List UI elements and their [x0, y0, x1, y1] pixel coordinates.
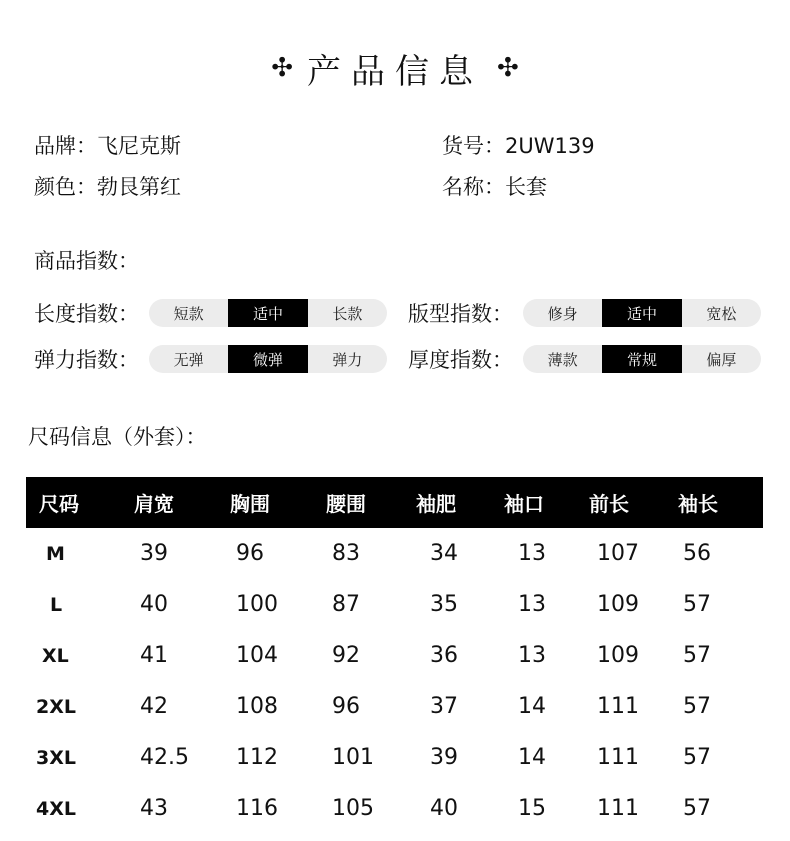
table-cell: 40	[140, 592, 168, 617]
table-cell: 42.5	[140, 745, 189, 770]
table-cell: 35	[430, 592, 458, 617]
thickness-option-selected[interactable]: 常规	[602, 345, 681, 373]
size-cell: 2XL	[36, 695, 76, 718]
length-index-label: 长度指数：	[34, 302, 139, 326]
table-cell: 100	[236, 592, 278, 617]
length-option[interactable]: 长款	[332, 304, 363, 323]
table-cell: 57	[683, 745, 711, 770]
product-name-text: 名称：长套	[442, 175, 547, 199]
table-cell: 13	[518, 643, 546, 668]
length-option[interactable]: 短款	[173, 304, 204, 323]
table-row	[26, 630, 763, 681]
table-cell: 104	[236, 643, 278, 668]
size-table-header	[26, 477, 763, 528]
table-cell: 111	[597, 745, 639, 770]
header-cell: 肩宽	[134, 492, 174, 516]
table-cell: 39	[140, 541, 168, 566]
elasticity-index-selector	[149, 345, 387, 373]
table-row	[26, 681, 763, 732]
flower-ornament-icon: ✣	[497, 53, 519, 83]
size-cell: 3XL	[36, 746, 76, 769]
table-row	[26, 732, 763, 783]
thickness-index-row	[408, 344, 761, 374]
table-cell: 108	[236, 694, 278, 719]
size-cell: XL	[42, 644, 69, 667]
table-cell: 13	[518, 592, 546, 617]
elasticity-option[interactable]: 弹力	[332, 350, 363, 369]
header-cell: 尺码	[39, 492, 79, 516]
size-cell: 4XL	[36, 797, 76, 820]
thickness-option[interactable]: 薄款	[547, 350, 578, 369]
table-cell: 57	[683, 592, 711, 617]
table-cell: 112	[236, 745, 278, 770]
fit-option[interactable]: 修身	[547, 304, 578, 323]
table-cell: 14	[518, 694, 546, 719]
table-cell: 42	[140, 694, 168, 719]
length-index-selector	[149, 299, 387, 327]
table-cell: 40	[430, 796, 458, 821]
table-cell: 14	[518, 745, 546, 770]
elasticity-option-selected[interactable]: 微弹	[228, 345, 307, 373]
table-cell: 36	[430, 643, 458, 668]
elasticity-index-row	[34, 344, 387, 374]
table-cell: 96	[332, 694, 360, 719]
size-cell: L	[50, 593, 63, 616]
header-cell: 前长	[589, 492, 629, 516]
table-cell: 109	[597, 592, 639, 617]
item-number-text: 货号：2UW139	[442, 134, 595, 158]
header-cell: 袖长	[678, 492, 718, 516]
size-table	[26, 477, 763, 834]
table-cell: 13	[518, 541, 546, 566]
table-cell: 111	[597, 796, 639, 821]
thickness-index-label: 厚度指数：	[408, 348, 513, 372]
thickness-option[interactable]: 偏厚	[706, 350, 737, 369]
brand-text: 品牌：飞尼克斯	[34, 134, 181, 158]
table-cell: 57	[683, 694, 711, 719]
flower-ornament-icon: ✣	[271, 53, 293, 83]
table-cell: 92	[332, 643, 360, 668]
table-cell: 107	[597, 541, 639, 566]
color-text: 颜色：勃艮第红	[34, 175, 181, 199]
fit-option[interactable]: 宽松	[706, 304, 737, 323]
table-cell: 83	[332, 541, 360, 566]
indices-section-label: 商品指数：	[34, 249, 139, 273]
page-title	[0, 40, 790, 96]
thickness-index-selector	[523, 345, 761, 373]
table-cell: 15	[518, 796, 546, 821]
table-cell: 41	[140, 643, 168, 668]
size-section-label: 尺码信息（外套）：	[28, 425, 207, 449]
size-cell: M	[46, 542, 65, 565]
table-row	[26, 579, 763, 630]
table-cell: 96	[236, 541, 264, 566]
table-cell: 39	[430, 745, 458, 770]
fit-index-selector	[523, 299, 761, 327]
fit-index-row	[408, 298, 761, 328]
header-cell: 胸围	[230, 492, 270, 516]
table-row	[26, 528, 763, 579]
table-cell: 101	[332, 745, 374, 770]
length-option-selected[interactable]: 适中	[228, 299, 307, 327]
table-row	[26, 783, 763, 834]
table-cell: 87	[332, 592, 360, 617]
table-cell: 57	[683, 796, 711, 821]
table-cell: 43	[140, 796, 168, 821]
header-cell: 腰围	[326, 492, 366, 516]
fit-index-label: 版型指数：	[408, 302, 513, 326]
table-cell: 34	[430, 541, 458, 566]
table-cell: 105	[332, 796, 374, 821]
elasticity-option[interactable]: 无弹	[173, 350, 204, 369]
title-text: 产品信息	[307, 51, 483, 92]
table-cell: 111	[597, 694, 639, 719]
length-index-row	[34, 298, 387, 328]
table-cell: 56	[683, 541, 711, 566]
fit-option-selected[interactable]: 适中	[602, 299, 681, 327]
header-cell: 袖口	[504, 492, 544, 516]
header-cell: 袖肥	[416, 492, 456, 516]
table-cell: 57	[683, 643, 711, 668]
table-cell: 116	[236, 796, 278, 821]
table-cell: 37	[430, 694, 458, 719]
elasticity-index-label: 弹力指数：	[34, 348, 139, 372]
table-cell: 109	[597, 643, 639, 668]
